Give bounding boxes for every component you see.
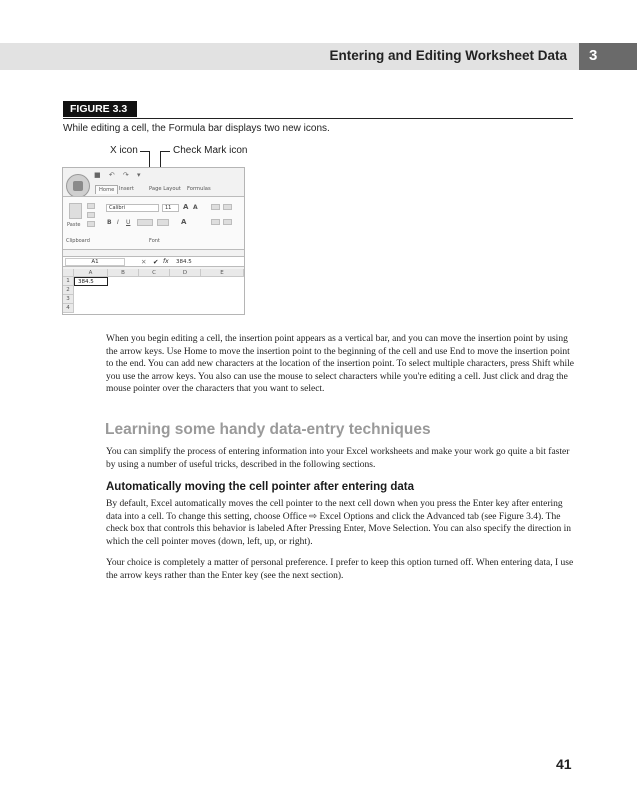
chapter-number: 3 (589, 47, 598, 64)
figure-caption: While editing a cell, the Formula bar displays two new icons. (63, 123, 330, 134)
font-group-label: Font (149, 238, 160, 244)
tab-page-layout[interactable]: Page Layout (149, 186, 181, 192)
row-header[interactable]: 3 (63, 295, 74, 304)
fill-color-icon[interactable] (157, 219, 169, 226)
name-box[interactable]: A1 (65, 258, 125, 266)
underline-icon[interactable]: U (126, 219, 131, 226)
column-header[interactable]: B (108, 269, 139, 277)
callout-leader-x-h (140, 151, 149, 152)
paragraph: Your choice is completely a matter of personal preference. I prefer to keep this option turned off. When entering data, I use the arrow keys rather than the Enter key (see the next section). (106, 558, 574, 581)
formula-bar (63, 256, 244, 267)
copy-icon[interactable] (87, 212, 95, 218)
chapter-tab (579, 43, 637, 70)
bold-icon[interactable]: B (107, 219, 112, 226)
borders-icon[interactable] (137, 219, 153, 226)
worksheet-grid (63, 269, 244, 314)
callout-leader-check-h (160, 151, 170, 152)
cut-icon[interactable] (87, 203, 95, 209)
font-size-value: 11 (165, 205, 172, 211)
row-header[interactable]: 4 (63, 304, 74, 313)
figure-rule (63, 118, 573, 119)
paragraph: You can simplify the process of entering information into your Excel worksheets and make your work go quite a bit faster by using a number of useful tricks, described in the following sections. (106, 447, 570, 470)
format-painter-icon[interactable] (87, 221, 95, 227)
clipboard-group-label: Clipboard (66, 238, 90, 244)
section-heading: Learning some handy data-entry techniques (105, 421, 431, 438)
paragraph: When you begin editing a cell, the insertion point appears as a vertical bar, and you can move the insertion point by using the arrow keys. Use Home to move the insertion point to the beginning of the cell and use End to move the insertion point to the end. You can add new characters at the location of the insertion point. To select multiple characters, press Shift while you use the arrow keys. You also can use the mouse to select characters while you're editing a cell. Just click and drag the mouse pointer over the characters that you want to select. (106, 334, 574, 395)
excel-screenshot (62, 167, 245, 315)
grow-font-icon[interactable]: A (183, 203, 189, 211)
page-number: 41 (556, 756, 572, 772)
paste-icon[interactable] (69, 203, 82, 219)
cell-a1[interactable]: 384.5 (74, 277, 108, 286)
x-icon[interactable]: ✕ (141, 258, 147, 266)
figure-label: FIGURE 3.3 (63, 101, 137, 117)
align-icon-1[interactable] (211, 204, 220, 210)
column-header[interactable]: E (201, 269, 244, 277)
italic-icon[interactable]: I (117, 219, 119, 226)
formula-input[interactable]: 384.5 (176, 259, 192, 265)
office-button[interactable] (66, 174, 90, 198)
subsection-heading: Automatically moving the cell pointer after entering data (106, 481, 415, 493)
shrink-font-icon[interactable]: A (193, 204, 198, 211)
paste-label: Paste (67, 222, 81, 228)
tab-insert[interactable]: Insert (119, 186, 134, 192)
callout-check-icon: Check Mark icon (173, 145, 248, 156)
font-color-icon[interactable]: A (181, 218, 187, 226)
row-header[interactable]: 2 (63, 286, 74, 295)
paragraph: By default, Excel automatically moves the cell pointer to the next cell down when you press the Enter key after entering data into a cell. To change this setting, choose Office ⇨ Excel Options and click the Advanced tab (see Figure 3.4). The check box that controls this behavior is labeled After Pressing Enter, Move Selection. You can also specify the direction in which the cell pointer moves (down, left, up, or right). (106, 499, 572, 547)
callout-x-icon: X icon (110, 145, 138, 156)
fx-icon[interactable]: fx (163, 258, 169, 265)
ribbon (63, 196, 244, 250)
tab-home[interactable]: Home (95, 185, 118, 194)
column-header[interactable]: A (74, 269, 108, 277)
align-icon-4[interactable] (223, 219, 232, 225)
select-all-corner[interactable] (63, 269, 74, 277)
align-icon-3[interactable] (211, 219, 220, 225)
check-mark-icon[interactable]: ✔ (153, 258, 159, 266)
font-name-value: Calibri (109, 205, 125, 211)
align-icon-2[interactable] (223, 204, 232, 210)
column-header[interactable]: C (139, 269, 170, 277)
row-header[interactable]: 1 (63, 277, 74, 286)
quick-access-toolbar[interactable]: ■ ↶ ↷ ▾ (94, 171, 144, 179)
running-header-title: Entering and Editing Worksheet Data (329, 48, 567, 63)
column-header[interactable]: D (170, 269, 201, 277)
tab-formulas[interactable]: Formulas (187, 186, 211, 192)
